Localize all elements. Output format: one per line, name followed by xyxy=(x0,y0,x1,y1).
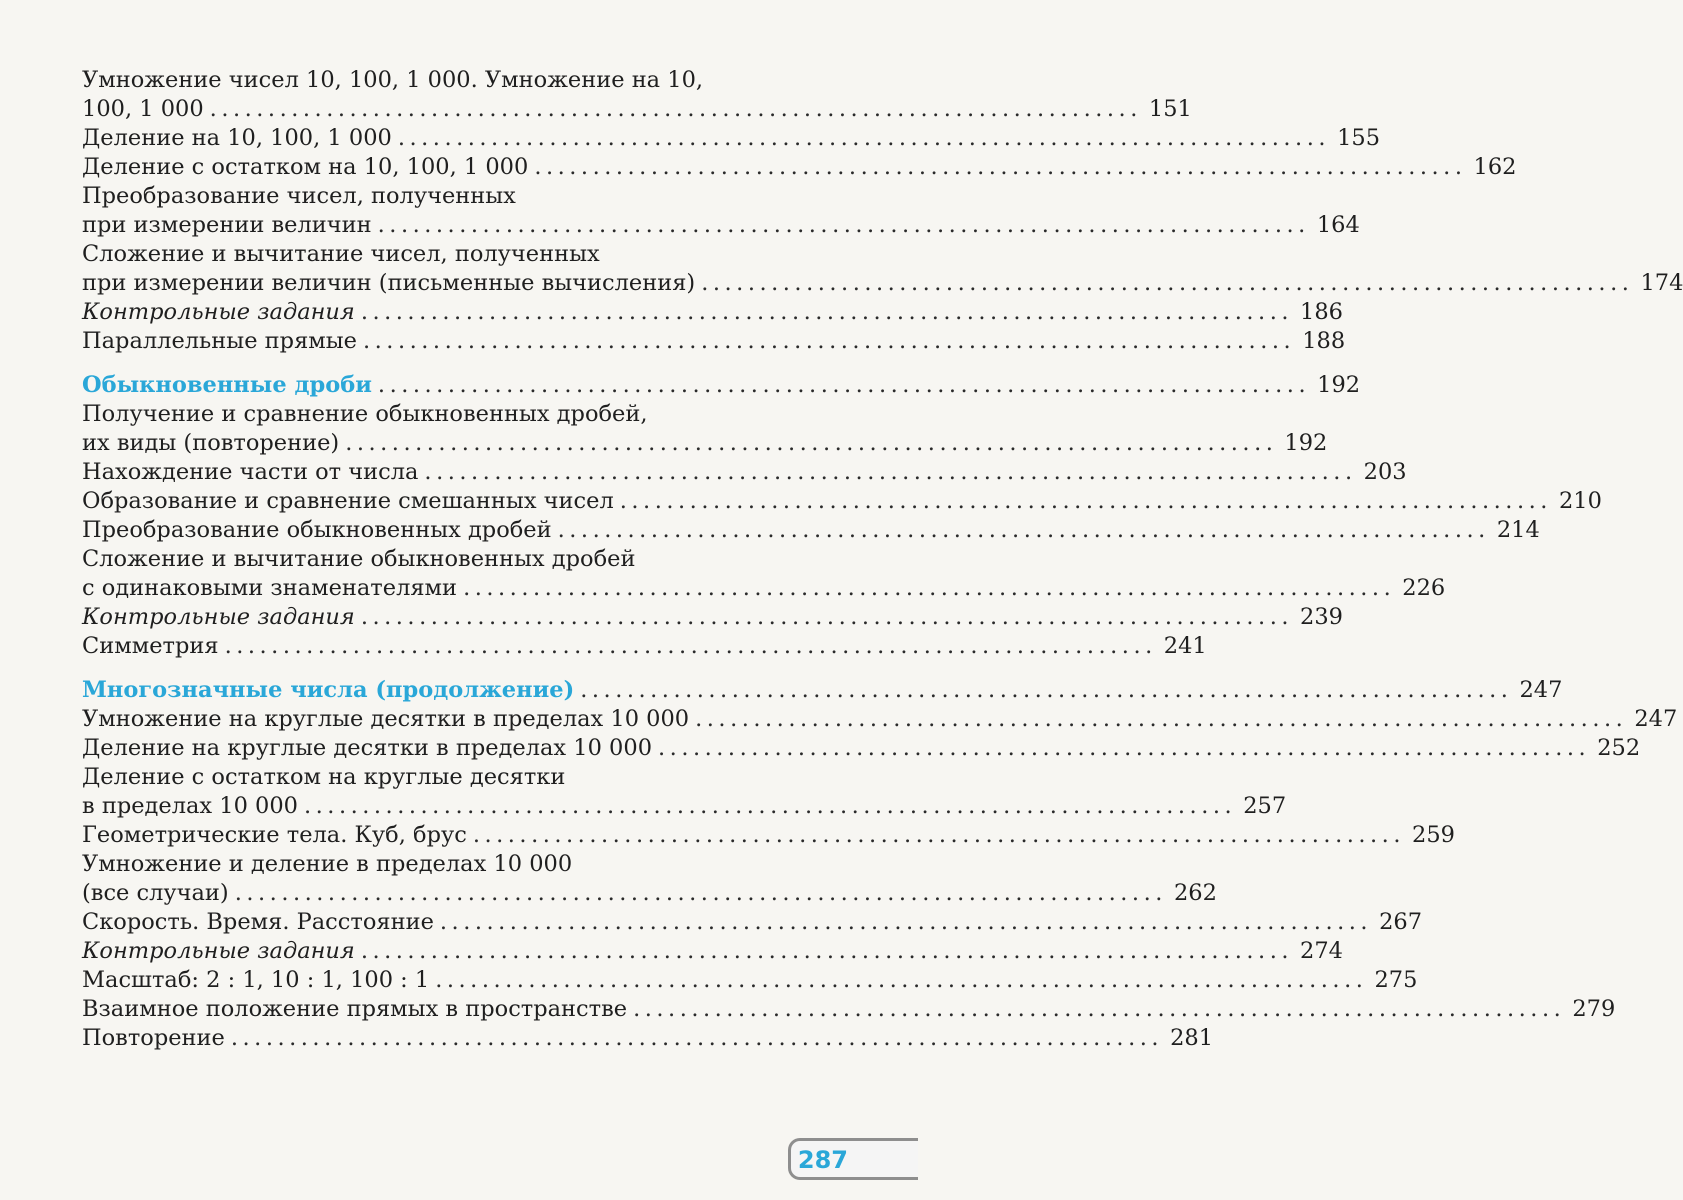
toc-line xyxy=(82,516,1540,545)
toc-entry-title: Умножение на круглые десятки в пределах 10 000 xyxy=(82,706,690,732)
toc-entry xyxy=(82,1024,1214,1053)
toc-entry xyxy=(82,458,1407,487)
toc-entry xyxy=(82,240,1683,298)
toc-entry-title: Получение и сравнение обыкновенных дробей, xyxy=(82,401,648,427)
dot-leader: ................................................................................ xyxy=(633,996,1566,1022)
toc-entry-title: Образование и сравнение смешанных чисел xyxy=(82,488,614,514)
toc-line xyxy=(82,1024,1214,1053)
toc-entry-title: их виды (повторение) xyxy=(82,430,340,456)
toc-page-number: 279 xyxy=(1572,996,1616,1022)
toc-entry-title: Умножение чисел 10, 100, 1 000. Умножение на 10, xyxy=(82,67,704,93)
dot-leader: ................................................................................ xyxy=(234,880,1167,906)
toc-page-number: 210 xyxy=(1558,488,1602,514)
toc-entry-title: при измерении величин (письменные вычисления) xyxy=(82,270,696,296)
toc-line xyxy=(82,966,1418,995)
toc-entry-title: Геометрические тела. Куб, брус xyxy=(82,822,467,848)
toc-line xyxy=(82,734,1641,763)
dot-leader: ................................................................................ xyxy=(377,372,1311,398)
toc-page-number: 151 xyxy=(1148,96,1192,122)
toc-page-number: 192 xyxy=(1284,430,1328,456)
toc-entry-title: Скорость. Время. Расстояние xyxy=(82,909,434,935)
toc-entry-title: Масштаб: 2 : 1, 10 : 1, 100 : 1 xyxy=(82,967,430,993)
toc-entry-title: Контрольные задания xyxy=(82,604,355,630)
toc-entry xyxy=(82,124,1381,153)
toc-entry xyxy=(82,734,1641,763)
toc-entry-title: Сложение и вычитание чисел, полученных xyxy=(82,241,600,267)
toc-entry xyxy=(82,603,1343,632)
dot-leader: ................................................................................ xyxy=(360,604,1293,630)
toc-page-number: 164 xyxy=(1316,212,1360,238)
toc-line xyxy=(82,545,850,574)
toc-page-number: 274 xyxy=(1300,938,1343,964)
toc-page-number: 247 xyxy=(1634,706,1678,732)
toc-entry-title: с одинаковыми знаменателями xyxy=(82,575,458,601)
dot-leader: ................................................................................ xyxy=(534,154,1467,180)
toc-page-number: 239 xyxy=(1300,604,1343,630)
toc-line xyxy=(82,908,1423,937)
toc-line xyxy=(82,240,850,269)
toc-line xyxy=(82,879,1217,908)
toc-line xyxy=(82,850,850,879)
toc-entry xyxy=(82,763,1287,821)
toc-section-heading xyxy=(82,676,1563,705)
toc-entry xyxy=(82,850,1217,908)
toc-entry-title: Симметрия xyxy=(82,633,219,659)
toc-entry xyxy=(82,632,1207,661)
toc-page-number: 174 xyxy=(1640,270,1683,296)
toc-line xyxy=(82,937,1343,966)
dot-leader: ................................................................................ xyxy=(345,430,1278,456)
toc-line xyxy=(82,458,1407,487)
toc-page-number: 275 xyxy=(1374,967,1418,993)
toc-entry-title: Повторение xyxy=(82,1025,225,1051)
toc-entry-title: при измерении величин xyxy=(82,212,372,238)
toc-line xyxy=(82,298,1343,327)
toc-page-number: 155 xyxy=(1337,125,1381,151)
toc-entry xyxy=(82,821,1455,850)
toc-line xyxy=(82,603,1343,632)
toc-entry-title: Преобразование обыкновенных дробей xyxy=(82,517,552,543)
toc-page-number: 186 xyxy=(1300,299,1343,325)
dot-leader: ................................................................................ xyxy=(580,677,1513,703)
dot-leader: ................................................................................ xyxy=(463,575,1396,601)
toc-entry-title: 100, 1 000 xyxy=(82,96,204,122)
toc-line xyxy=(82,574,1446,603)
toc-entry-title: Сложение и вычитание обыкновенных дробей xyxy=(82,546,636,572)
toc-line xyxy=(82,327,1346,356)
toc-page-number: 192 xyxy=(1317,372,1361,398)
toc-line xyxy=(82,763,850,792)
dot-leader: ................................................................................ xyxy=(658,735,1591,761)
toc-page-number: 259 xyxy=(1412,822,1455,848)
toc-line xyxy=(82,269,1683,298)
toc-page-number: 281 xyxy=(1170,1025,1214,1051)
toc-line xyxy=(82,705,1678,734)
toc-line xyxy=(82,995,1616,1024)
dot-leader: ................................................................................ xyxy=(695,706,1628,732)
toc-entry-title: Многозначные числа (продолжение) xyxy=(82,677,575,703)
toc-entry-title: Преобразование чисел, полученных xyxy=(82,183,516,209)
toc-entry-title: в пределах 10 000 xyxy=(82,793,298,819)
toc-entry xyxy=(82,298,1343,327)
dot-leader: ................................................................................ xyxy=(439,909,1373,935)
toc-section-heading xyxy=(82,371,1361,400)
toc-entry xyxy=(82,545,1446,603)
toc-page-number: 241 xyxy=(1163,633,1207,659)
toc-entry xyxy=(82,966,1418,995)
toc-entry xyxy=(82,400,1328,458)
dot-leader: ................................................................................ xyxy=(424,459,1357,485)
toc-entry-title: Контрольные задания xyxy=(82,299,355,325)
dot-leader: ................................................................................ xyxy=(360,938,1293,964)
toc-line xyxy=(82,487,1602,516)
toc-entry-title: Деление с остатком на 10, 100, 1 000 xyxy=(82,154,529,180)
toc-line xyxy=(82,371,1361,400)
toc-page-number: 162 xyxy=(1473,154,1517,180)
toc-entry-title: Нахождение части от числа xyxy=(82,459,419,485)
toc-line xyxy=(82,792,1287,821)
toc-page-number: 214 xyxy=(1496,517,1540,543)
page-number: 287 xyxy=(797,1146,848,1174)
toc-entry xyxy=(82,153,1517,182)
toc-entry xyxy=(82,516,1540,545)
toc-line xyxy=(82,211,1360,240)
toc-page-number: 257 xyxy=(1243,793,1287,819)
toc-line xyxy=(82,153,1517,182)
toc-line xyxy=(82,182,850,211)
dot-leader: ................................................................................ xyxy=(435,967,1368,993)
toc-entry-title: Параллельные прямые xyxy=(82,328,357,354)
toc-entry-title: Умножение и деление в пределах 10 000 xyxy=(82,851,573,877)
dot-leader: ................................................................................ xyxy=(377,212,1310,238)
dot-leader: ................................................................................ xyxy=(360,299,1293,325)
toc-line xyxy=(82,429,1328,458)
dot-leader: ................................................................................ xyxy=(209,96,1142,122)
dot-leader: ................................................................................ xyxy=(224,633,1157,659)
dot-leader: ................................................................................ xyxy=(557,517,1490,543)
toc-page-number: 226 xyxy=(1402,575,1446,601)
dot-leader: ................................................................................ xyxy=(397,125,1331,151)
toc-entry-title: Деление на круглые десятки в пределах 10 000 xyxy=(82,735,653,761)
toc-entry-title: Деление на 10, 100, 1 000 xyxy=(82,125,392,151)
dot-leader: ................................................................................ xyxy=(472,822,1405,848)
toc-entry xyxy=(82,908,1423,937)
toc-entry xyxy=(82,182,1360,240)
toc-page-number: 267 xyxy=(1379,909,1423,935)
toc-line xyxy=(82,124,1381,153)
toc-line xyxy=(82,632,1207,661)
toc-entry-title: Деление с остатком на круглые десятки xyxy=(82,764,566,790)
toc-entry xyxy=(82,995,1616,1024)
toc-page-number: 247 xyxy=(1519,677,1563,703)
dot-leader: ................................................................................ xyxy=(701,270,1634,296)
dot-leader: ................................................................................ xyxy=(363,328,1296,354)
toc-entry-title: (все случаи) xyxy=(82,880,229,906)
toc-entry xyxy=(82,487,1602,516)
toc-entry xyxy=(82,705,1678,734)
toc-page-number: 203 xyxy=(1363,459,1407,485)
toc-entry xyxy=(82,66,1192,124)
toc-page-number: 262 xyxy=(1173,880,1217,906)
toc-line xyxy=(82,400,850,429)
toc-line xyxy=(82,95,1192,124)
toc-page-number: 188 xyxy=(1302,328,1346,354)
dot-leader: ................................................................................ xyxy=(230,1025,1164,1051)
toc-line xyxy=(82,676,1563,705)
toc-entry-title: Контрольные задания xyxy=(82,938,355,964)
toc-entry xyxy=(82,937,1343,966)
toc-line xyxy=(82,821,1455,850)
toc-entry-title: Обыкновенные дроби xyxy=(82,372,372,398)
toc-page-number: 252 xyxy=(1597,735,1641,761)
dot-leader: ................................................................................ xyxy=(303,793,1237,819)
toc-line xyxy=(82,66,850,95)
table-of-contents xyxy=(82,66,1683,1053)
toc-entry-title: Взаимное положение прямых в пространстве xyxy=(82,996,628,1022)
dot-leader: ................................................................................ xyxy=(619,488,1552,514)
toc-entry xyxy=(82,327,1346,356)
